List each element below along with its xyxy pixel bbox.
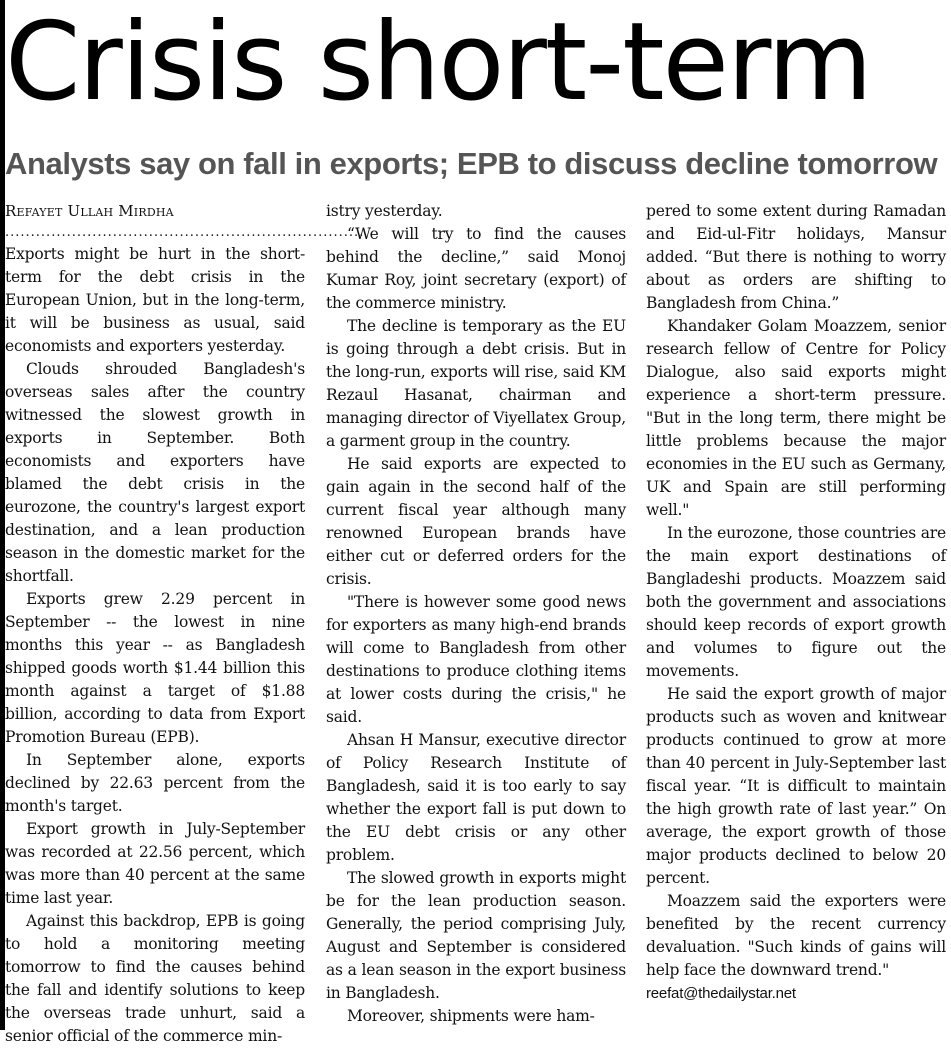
article-column-1 (5, 200, 365, 1045)
headline: Crisis short-term (5, 0, 871, 125)
paragraph: The decline is temporary as the EU is going through a debt crisis. But in the long-run, exports will rise, said KM Rezaul Hasanat, chairman and managing director of Viyellatex Group, a garment group in the country. (326, 317, 626, 450)
paragraph: Exports might be hurt in the short-term for the debt crisis in the European Union, but in the long-term, it will be business as usual, said economists and exporters yesterday. (5, 245, 305, 355)
article-column-3 (646, 200, 946, 1026)
paragraph: Clouds shrouded Bangladesh's overseas sales after the country witnessed the slowest growth in exports in September. Both economists and exporters have blamed the debt crisis in the eurozone, the country's largest export destination, and a lean production season in the domestic market for the shortfall. (5, 360, 305, 585)
article-column-2 (326, 200, 626, 1026)
paragraph: "There is however some good news for exporters as many high-end brands will come to Bangladesh from other destinations to produce clothing items at lower costs during the crisis," he said. (326, 593, 626, 726)
paragraph: In September alone, exports declined by 22.63 percent from the month's target. (5, 751, 305, 815)
subheadline: Analysts say on fall in exports; EPB to discuss decline tomorrow (5, 146, 938, 181)
paragraph: Against this backdrop, EPB is going to hold a monitoring meeting tomorrow to find the causes behind the fall and identify solutions to keep the overseas trade unhurt, said a senior official of the commerce min- (5, 912, 305, 1045)
paragraph: Ahsan H Mansur, executive director of Policy Research Institute of Bangladesh, said it is too early to say whether the export fall is put down to the EU debt crisis or any other problem. (326, 731, 626, 864)
paragraph: pered to some extent during Ramadan and Eid-ul-Fitr holidays, Mansur added. “But there is nothing to worry about as orders are shifting to Bangladesh from China.” (646, 202, 946, 312)
paragraph: “We will try to find the causes behind the decline,” said Monoj Kumar Roy, joint secretary (export) of the commerce ministry. (326, 225, 626, 312)
paragraph: Moazzem said the exporters were benefited by the recent currency devaluation. "Such kinds of gains will help face the downward trend." (646, 892, 946, 979)
paragraph: The slowed growth in exports might be for the lean production season. Generally, the period comprising July, August and September is considered as a lean season in the export business in Bangladesh. (326, 869, 626, 1002)
paragraph: He said exports are expected to gain again in the second half of the current fiscal year although many renowned European brands have either cut or deferred orders for the crisis. (326, 455, 626, 588)
paragraph: Khandaker Golam Moazzem, senior research fellow of Centre for Policy Dialogue, also said exports might experience a short-term pressure. "But in the long term, there might be little problems because the major economies in the EU such as Germany, UK and Spain are still performing well." (646, 317, 946, 519)
paragraph: Moreover, shipments were ham- (347, 1007, 595, 1025)
paragraph: In the eurozone, those countries are the main export destinations of Bangladeshi products. Moazzem said both the government and associations should keep records of export growth and volumes to figure out the movements. (646, 524, 946, 680)
paragraph: istry yesterday. (326, 202, 443, 220)
paragraph: Export growth in July-September was recorded at 22.56 percent, which was more than 40 percent at the same time last year. (5, 820, 305, 907)
byline: Refayet Ullah Mirdha (5, 202, 174, 220)
author-email: reefat@thedailystar.net (646, 985, 796, 1002)
paragraph: Exports grew 2.29 percent in September -- the lowest in nine months this year -- as Bangladesh shipped goods worth $1.44 billion this month against a target of $1.88 billion, according to data from Export Promotion Bureau (EPB). (5, 590, 305, 746)
byline-rule: ...................................................................... (5, 225, 365, 240)
paragraph: He said the export growth of major products such as woven and knitwear products continued to grow at more than 40 percent in July-September last fiscal year. “It is difficult to maintain the high growth rate of last year.” On average, the export growth of those major products declined to below 20 percent. (646, 685, 946, 887)
